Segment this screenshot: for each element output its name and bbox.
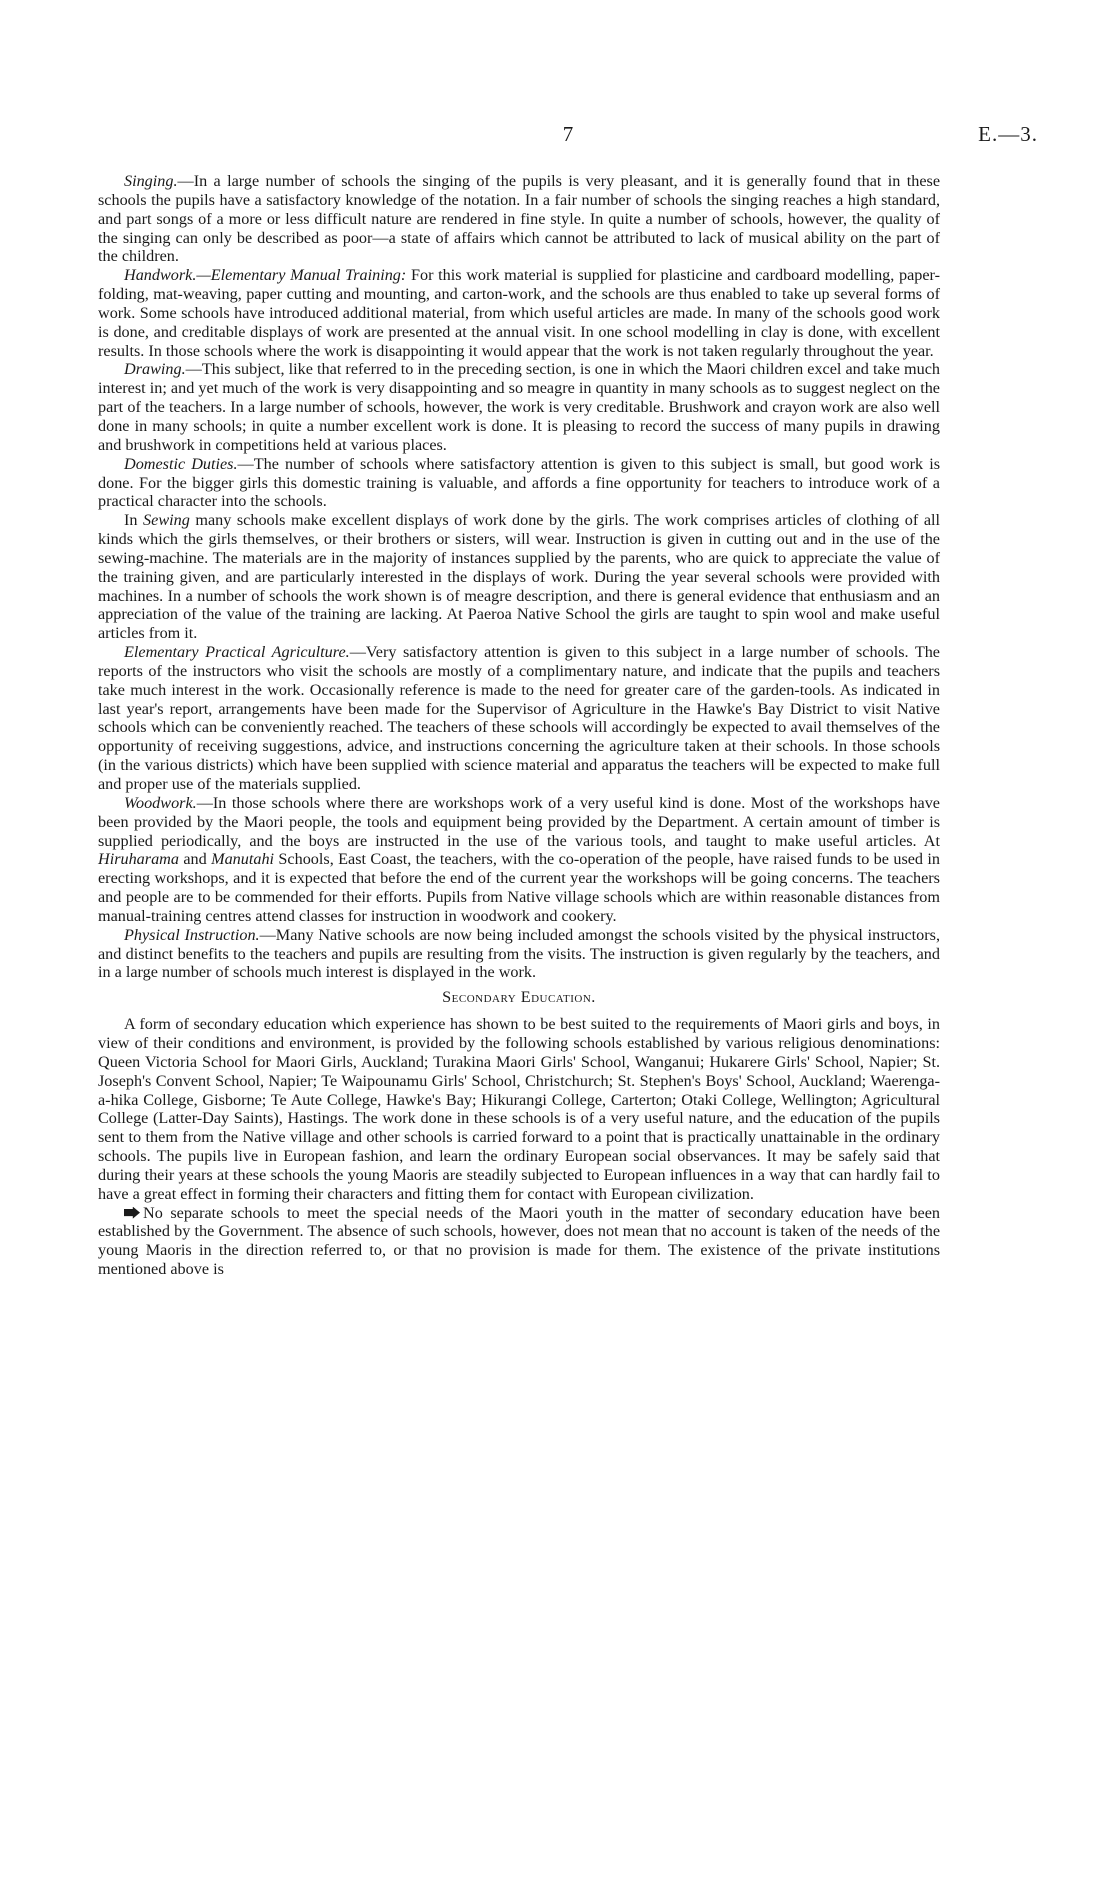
text-physical-instruction: —Many Native schools are now being included amongst the schools visited by the physical instructors, and distinct benefits to the teachers and pupils are resulting from the visits. The instruction is given regularly by the teachers, and in a large number of schools much interest is displayed in the work. bbox=[98, 925, 941, 982]
heading-woodwork: Woodwork. bbox=[124, 793, 197, 812]
heading-physical-instruction: Physical Instruction. bbox=[124, 925, 260, 944]
document-reference: E.—3. bbox=[978, 122, 1038, 146]
section-heading-secondary-education: Secondary Education. bbox=[442, 988, 596, 1007]
heading-drawing: Drawing. bbox=[124, 360, 186, 379]
prefix-sewing: In bbox=[124, 511, 144, 530]
heading-handwork: Handwork.—Elementary Manual Training: bbox=[124, 266, 407, 285]
heading-domestic-duties: Domestic Duties. bbox=[124, 454, 238, 473]
paragraph-singing bbox=[98, 172, 940, 266]
paragraph-handwork bbox=[98, 266, 940, 360]
page-number: 7 bbox=[562, 122, 574, 146]
pointing-hand-icon bbox=[124, 1207, 140, 1219]
text-domestic-duties: —The number of schools where satisfactory attention is given to this subject is small, but good work is done. For the bigger girls this domestic training is valuable, and affords a fine opportunity for teachers to introduce work of a practical character into the schools. bbox=[98, 454, 941, 511]
paragraph-drawing bbox=[98, 360, 940, 454]
paragraph-physical-instruction bbox=[98, 926, 940, 983]
place-manutahi: Manutahi bbox=[211, 850, 275, 869]
paragraph-domestic-duties bbox=[98, 455, 940, 512]
paragraph-secondary-1 bbox=[98, 1015, 940, 1203]
heading-agriculture: Elementary Practical Agriculture. bbox=[124, 643, 350, 662]
text-woodwork-b: and bbox=[178, 850, 212, 869]
paragraph-woodwork bbox=[98, 794, 940, 926]
text-agriculture: —Very satisfactory attention is given to this subject in a large number of schools. The reports of the instructors who visit the schools are mostly of a complimentary nature, and indicate that the pupils and teachers take much interest in the work. Occasionally reference is made to the need for greater care of the garden-tools. As indicated in last year's report, arrangements have been made for the Supervisor of Agriculture in the Hawke's Bay District to visit Native schools which can be conveniently reached. The teachers of these schools will accordingly be expected to avail themselves of the opportunity of receiving suggestions, advice, and instructions concerning the agriculture taken at their schools. In those schools (in the various districts) which have been supplied with science material and apparatus the teachers will be expected to make full and proper use of the materials supplied. bbox=[98, 643, 940, 793]
place-hiruharama: Hiruharama bbox=[98, 850, 179, 869]
paragraph-agriculture bbox=[98, 643, 940, 794]
heading-sewing: Sewing bbox=[143, 511, 190, 530]
text-singing: —In a large number of schools the singing of the pupils is very pleasant, and it is generally found that in these schools the pupils have a satisfactory knowledge of the notation. In a fair number of schools the singing reaches a high standard, and part songs of a more or less difficult nature are rendered in fine style. In quite a number of schools, however, the quality of the singing can only be described as poor—a state of affairs which cannot be attributed to lack of musical ability on the part of the children. bbox=[98, 172, 940, 266]
heading-singing: Singing. bbox=[124, 172, 178, 190]
text-woodwork-a: —In those schools where there are workshops work of a very useful kind is done. Most of the workshops have been provided by the Maori people, the tools and equipment being provided by the Department. A certain amount of timber is supplied periodically, and the boys are instructed in the use of the various tools, and taught to make useful articles. At bbox=[98, 793, 940, 850]
paragraph-sewing bbox=[98, 511, 940, 643]
text-woodwork-c: Schools, East Coast, the teachers, with the co-operation of the people, have raised funds to be used in erecting workshops, and it is expected that before the end of the current year the workshops will be going concerns. The teachers and people are to be commended for their efforts. Pupils from Native village schools which are within reasonable distances from manual-training centres attend classes for instruction in woodwork and cookery. bbox=[98, 850, 940, 925]
page-header bbox=[98, 122, 1038, 152]
paragraph-secondary-2 bbox=[98, 1204, 940, 1279]
document-body bbox=[98, 172, 940, 1279]
text-handwork: For this work material is supplied for plasticine and cardboard modelling, paper-folding, mat-weaving, paper cutting and mounting, and carton-work, and the schools are thus enabled to take up several forms of work. Some schools have introduced additional material, from which useful articles are made. In many of the schools good work is done, and creditable displays of work are presented at the annual visit. In one school modelling in clay is done, with excellent results. In those schools where the work is disappointing it would appear that the work is not taken regularly throughout the year. bbox=[98, 266, 940, 360]
text-sewing: many schools make excellent displays of work done by the girls. The work comprises articles of clothing of all kinds which the girls themselves, or their brothers or sisters, will wear. Instruction is given in cutting out and in the use of the sewing-machine. The materials are in the majority of instances supplied by the parents, who are quick to appreciate the value of the training given, and are particularly interested in the displays of work. During the year several schools were provided with machines. In a number of schools the work shown is of meagre description, and there is general evidence that enthusiasm and an appreciation of the value of the training are lacking. At Paeroa Native School the girls are taught to spin wool and make useful articles from it. bbox=[98, 511, 941, 643]
text-secondary-1: A form of secondary education which experience has shown to be best suited to the requirements of Maori girls and boys, in view of their conditions and environment, is provided by the following schools established by various religious denominations: Queen Victoria School for Maori Girls, Auckland; Turakina Maori Girls' School, Wanganui; Hukarere Girls' School, Napier; St. Joseph's Convent School, Napier; Te Waipounamu Girls' School, Christchurch; St. Stephen's Boys' School, Auckland; Waerenga-a-hika College, Gisborne; Te Aute College, Hawke's Bay; Hikurangi College, Carterton; Otaki College, Wellington; Agricultural College (Latter-Day Saints), Hastings. The work done in these schools is of a very useful nature, and the education of the pupils sent to them from the Native village and other schools is carried forward to a point that is practically unattainable in the ordinary schools. The pupils live in European fashion, and learn the ordinary European social observances. It may be safely said that during their years at these schools the young Maoris are steadily subjected to European influences in a way that can hardly fail to have a great effect in forming their characters and fitting them for contact with European civilization. bbox=[98, 1015, 940, 1203]
text-secondary-2: No separate schools to meet the special needs of the Maori youth in the matter of secondary education have been established by the Government. The absence of such schools, however, does not mean that no account is taken of the needs of the young Maoris in the direction referred to, or that no provision is made for them. The existence of the private institutions mentioned above is bbox=[98, 1203, 940, 1279]
text-drawing: —This subject, like that referred to in the preceding section, is one in which the Maori children excel and take much interest in; and yet much of the work is very disappointing and so meagre in quantity in many schools as to suggest neglect on the part of the teachers. In a large number of schools, however, the work is very creditable. Brushwork and crayon work are also well done in many schools; in quite a number excellent work is done. It is pleasing to record the success of many pupils in drawing and brushwork in competitions held at various places. bbox=[98, 360, 940, 454]
